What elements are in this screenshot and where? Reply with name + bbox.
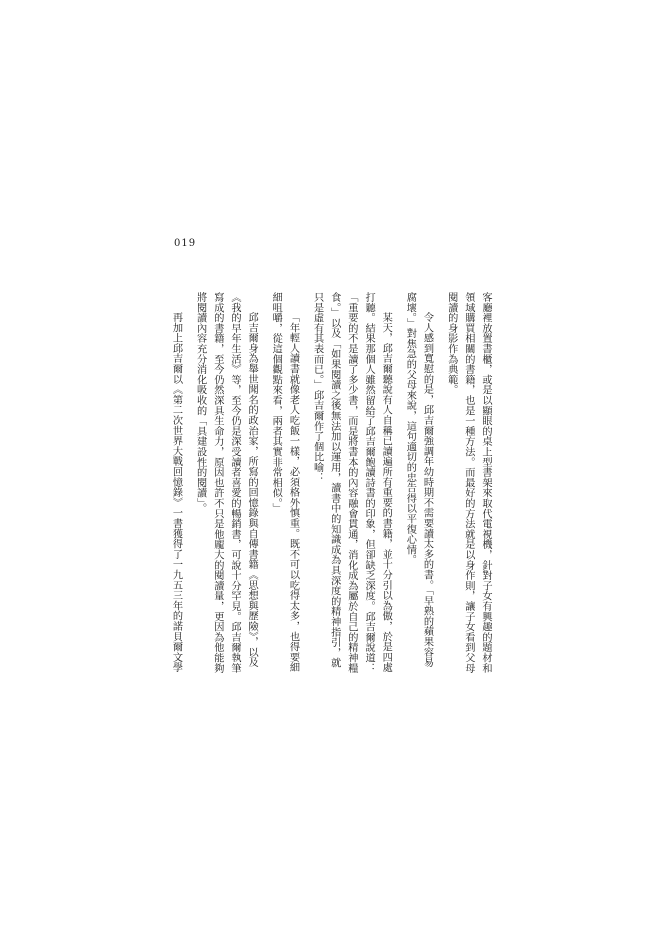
body-line: 細咀嚼，從這個觀點來看，兩者其實非常相似。」 (270, 292, 282, 514)
body-line: 令人感到寬慰的是，邱吉爾強調年幼時期不需要讀太多的書。「早熟的蘋果容易 (421, 312, 433, 668)
body-line: 「重要的不是讀了多少書，而是將書本的內容融會貫通，消化成為屬於自己的精神糧 (345, 292, 357, 674)
body-line: 腐壞。」對焦急的父母來說，這句適切的忠告得以平復心情。 (404, 292, 416, 565)
body-line: 食。」以及「如果閱讀之後無法加以運用，讀書中的知識成為具深度的精神指引，就 (328, 292, 340, 668)
body-line: 某天，邱吉爾聽說有人自稱已讀遍所有重要的書籍，並十分引以為傲，於是四處 (380, 312, 392, 673)
body-line: 《我的早年生活》等，至今仍是深受讀者喜愛的暢銷書，可說十分罕見。邱吉爾執筆 (228, 292, 240, 674)
page-number: 019 (174, 238, 197, 249)
body-line: 將閱讀內容充分消化吸收的「具建設性的閱讀」。 (194, 292, 206, 514)
body-text (170, 292, 494, 692)
body-line: 領域購買相關的書籍，也是一種方法。而最好的方法就是以身作則，讓子女看到父母 (462, 292, 474, 674)
body-line: 再加上邱吉爾以《第二次世界大戰回憶錄》一書獲得了一九五三年的諾貝爾文學 (170, 312, 182, 673)
body-line: 只是虛有其表而已。」邱吉爾作了個比喻： (311, 292, 323, 483)
body-line: 打聽。結果那個人雖然留給了邱吉爾飽讀詩書的印象，但卻缺乏深度。邱吉爾說道： (363, 292, 375, 674)
body-line: 「年輕人讀書就像老人吃飯一樣，必須格外慎重。既不可以吃得太多，也得要細 (287, 312, 299, 673)
body-line: 寫成的書籍，至今仍然深具生命力，原因也許不只是他龐大的閱讀量，更因為他能夠 (211, 292, 223, 674)
body-line: 閱讀的身影作為典範。 (445, 292, 457, 395)
body-line: 邱吉爾身為舉世聞名的政治家，所寫的回憶錄與自傳書籍《思想與歷險》，以及 (246, 312, 258, 668)
body-line: 客廳裡放置書櫃，或是以顯眼的桌上型書架來取代電視機，針對子女有興趣的題材和 (480, 292, 491, 674)
